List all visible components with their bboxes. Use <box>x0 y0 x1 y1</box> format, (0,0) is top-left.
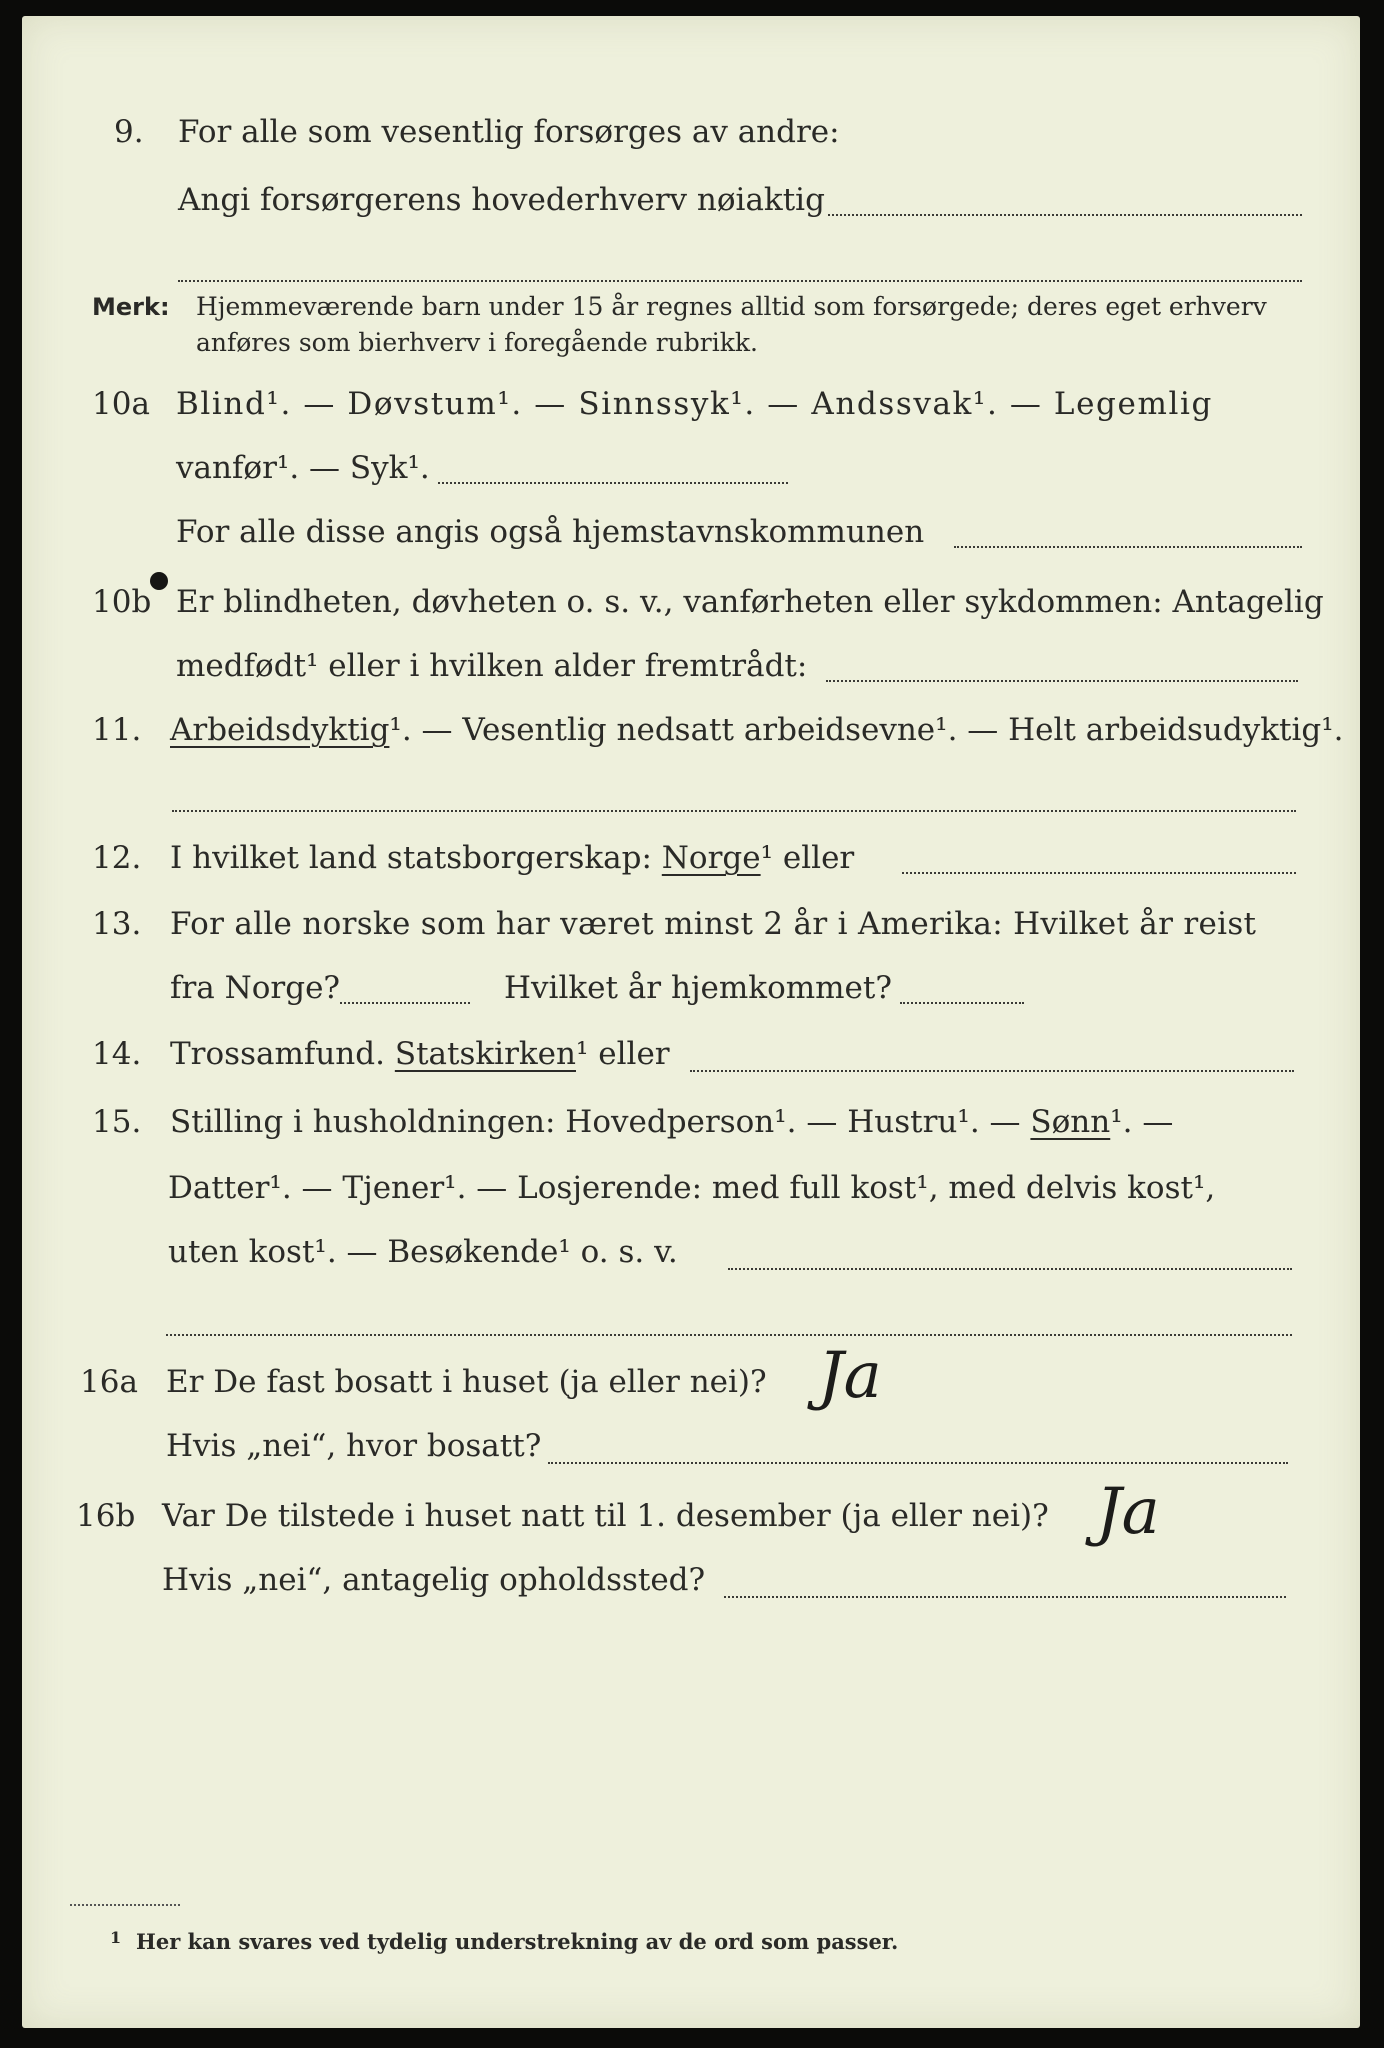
question-number: 13. <box>92 906 142 942</box>
question-number: 15. <box>92 1104 142 1140</box>
footnote-mark: 1 <box>110 1928 122 1947</box>
answer-line[interactable] <box>166 1334 1292 1336</box>
question-text: Hvilket år hjemkommet? <box>504 970 892 1006</box>
question-text: Er blindheten, døvheten o. s. v., vanførheten eller sykdommen: Antagelig <box>176 584 1324 620</box>
note-text: anføres som bierhverv i foregående rubrikk. <box>196 328 758 357</box>
answer-line[interactable] <box>828 214 1302 216</box>
option-suffix: ¹ eller <box>575 1036 670 1072</box>
question-number: 16a <box>80 1364 138 1400</box>
question-text: Datter¹. — Tjener¹. — Losjerende: med full kost¹, med delvis kost¹, <box>168 1170 1216 1206</box>
question-text: For alle norske som har været minst 2 år i Amerika: Hvilket år reist <box>170 906 1257 942</box>
question-prompt: I hvilket land statsborgerskap: <box>170 840 652 876</box>
answer-line[interactable] <box>438 482 788 484</box>
option-arbeidsdyktig-underlined[interactable]: Arbeidsdyktig <box>170 712 390 748</box>
answer-line-return-year[interactable] <box>900 1002 1024 1004</box>
question-text: medfødt¹ eller i hvilken alder fremtrådt: <box>176 648 808 684</box>
question-text: uten kost¹. — Besøkende¹ o. s. v. <box>168 1234 678 1270</box>
question-number: 14. <box>92 1036 142 1072</box>
footnote-text: Her kan svares ved tydelig understrekning av de ord som passer. <box>136 1929 899 1954</box>
question-number: 9. <box>114 114 144 150</box>
question-text: For alle disse angis også hjemstavnskommunen <box>176 514 925 550</box>
option-suffix: ¹ eller <box>760 840 855 876</box>
question-text: Angi forsørgerens hovederhverv nøiaktig <box>178 182 825 218</box>
question-text: Er De fast bosatt i huset (ja eller nei)? <box>166 1364 767 1400</box>
answer-line[interactable] <box>690 1070 1294 1072</box>
answer-line[interactable] <box>548 1462 1288 1464</box>
question-number: 10b <box>92 584 152 620</box>
note-text: Hjemmeværende barn under 15 år regnes alltid som forsørgede; deres eget erhverv <box>196 292 1267 321</box>
option-sonn-underlined[interactable]: Sønn <box>1030 1104 1111 1140</box>
question-text: vanfør¹. — Syk¹. <box>176 450 430 486</box>
answer-line[interactable] <box>178 280 1302 282</box>
option-norge-underlined[interactable]: Norge <box>661 840 761 876</box>
question-text <box>170 1102 1173 1142</box>
handwritten-answer-16b[interactable]: Ja <box>1096 1475 1160 1549</box>
question-prompt: Trossamfund. <box>170 1036 385 1072</box>
question-text <box>170 710 1344 750</box>
note-label: Merk: <box>92 293 170 321</box>
answer-line[interactable] <box>724 1596 1286 1598</box>
question-number: 12. <box>92 840 142 876</box>
answer-line[interactable] <box>826 680 1298 682</box>
question-text <box>170 838 854 878</box>
question-options: ¹. — Vesentlig nedsatt arbeidsevne¹. — Helt arbeidsudyktig¹. <box>389 712 1344 748</box>
answer-line[interactable] <box>902 872 1296 874</box>
answer-line-departure-year[interactable] <box>340 1002 470 1004</box>
question-text: Hvis „nei“, hvor bosatt? <box>166 1428 542 1464</box>
answer-line[interactable] <box>172 810 1296 812</box>
question-text <box>170 1034 670 1074</box>
footnote-divider <box>70 1904 180 1906</box>
question-number: 10a <box>92 386 150 422</box>
option-suffix: ¹. — <box>1110 1104 1174 1140</box>
question-number: 16b <box>76 1498 136 1534</box>
handwritten-answer-16a[interactable]: Ja <box>818 1339 882 1413</box>
question-text: Blind¹. — Døvstum¹. — Sinnssyk¹. — Andssvak¹. — Legemlig <box>176 386 1213 422</box>
question-text: fra Norge? <box>170 970 341 1006</box>
answer-line[interactable] <box>728 1268 1292 1270</box>
option-statskirken-underlined[interactable]: Statskirken <box>394 1036 576 1072</box>
question-text: Hvis „nei“, antagelig opholdssted? <box>162 1562 706 1598</box>
question-text: Var De tilstede i huset natt til 1. desember (ja eller nei)? <box>162 1498 1049 1534</box>
answer-line[interactable] <box>954 546 1302 548</box>
question-options: Stilling i husholdningen: Hovedperson¹. — Hustru¹. — <box>170 1104 1021 1140</box>
question-number: 11. <box>92 712 142 748</box>
question-text: For alle som vesentlig forsørges av andre: <box>178 114 840 150</box>
